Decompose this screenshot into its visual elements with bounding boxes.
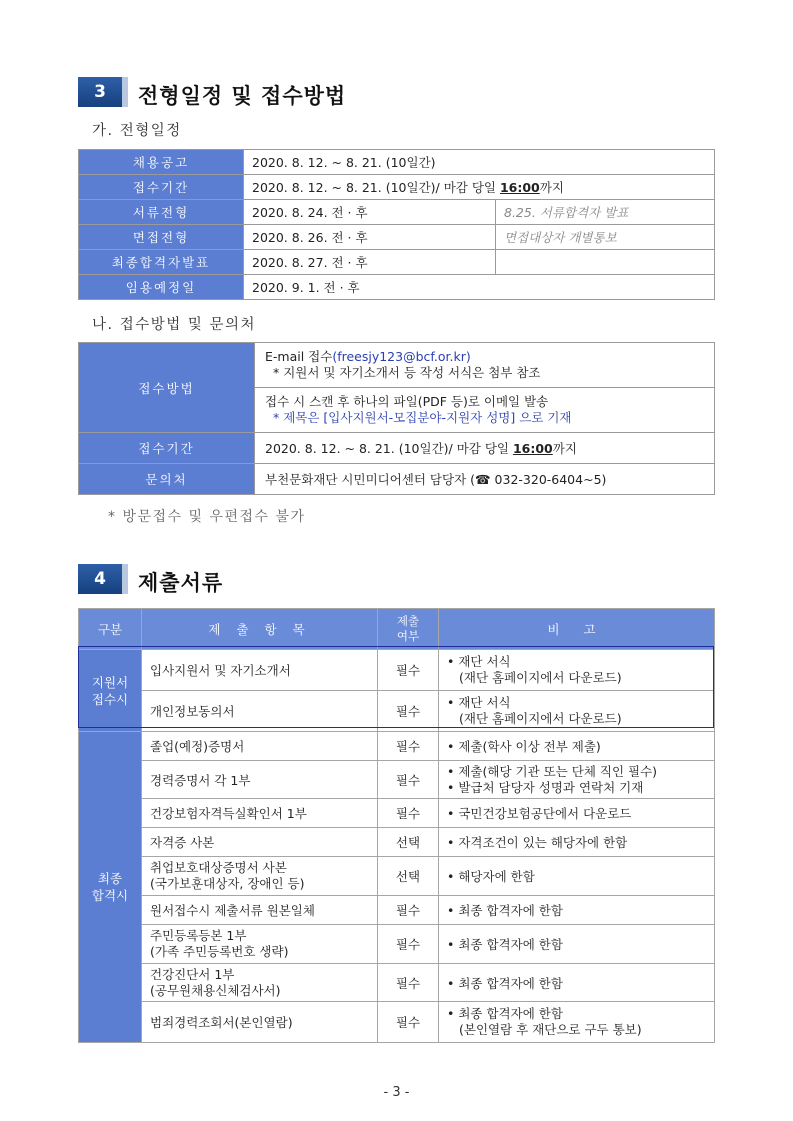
method-email-address: (freesjy123@bcf.or.kr) [332,349,471,364]
period-value [255,433,715,464]
documents-row [79,857,715,896]
doc-item-line1: 취업보호대상증명서 사본 [150,860,287,875]
documents-row [79,691,715,732]
doc-required: 필수 [378,964,439,1002]
doc-note: • 국민건강보험공단에서 다운로드 [439,799,715,828]
doc-item-line2: (가족 주민등록번호 생략) [150,944,289,959]
doc-required: 필수 [378,1002,439,1043]
section-3-number: 3 [78,77,122,107]
documents-row [79,650,715,691]
method-label: 접수방법 [79,343,255,433]
doc-required: 필수 [378,896,439,925]
doc-note: • 최종 합격자에 한함 [439,964,715,1002]
schedule-label: 임용예정일 [79,275,244,300]
doc-note-line1: • 제출(해당 기관 또는 단체 직인 필수) [447,763,658,779]
documents-header-row [79,609,715,650]
doc-required: 필수 [378,650,439,691]
method-row [79,464,715,495]
method-template-note: * 지원서 및 자기소개서 등 작성 서식은 첨부 참조 [273,365,541,380]
documents-row [79,799,715,828]
doc-note-line2: (재단 홈페이지에서 다운로드) [459,670,622,685]
doc-note [439,691,715,732]
period-suffix: 까지 [552,441,577,456]
schedule-value: 2020. 8. 26. 전 · 후 [244,225,496,250]
doc-note-line2: (재단 홈페이지에서 다운로드) [459,711,622,726]
doc-note: • 제출(학사 이상 전부 제출) [439,732,715,761]
section-4-number: 4 [78,564,122,594]
doc-required: 필수 [378,799,439,828]
doc-item [142,857,378,896]
schedule-label: 서류전형 [79,200,244,225]
doc-required: 필수 [378,732,439,761]
schedule-note: 8.25. 서류합격자 발표 [496,200,715,225]
header-remarks: 비 고 [439,609,715,650]
doc-required: 선택 [378,857,439,896]
doc-required: 필수 [378,925,439,964]
schedule-value: 2020. 9. 1. 전 · 후 [244,275,715,300]
doc-item-line2: (공무원채용신체검사서) [150,982,281,998]
doc-note-line1: • 재단 서식 [447,654,511,669]
schedule-note: 면접대상자 개별통보 [496,225,715,250]
period-label: 접수기간 [79,433,255,464]
contact-label: 문의처 [79,464,255,495]
method-row [79,343,715,388]
schedule-row [79,250,715,275]
deadline-time: 16:00 [499,180,540,195]
doc-item [142,925,378,964]
schedule-row [79,225,715,250]
doc-note: • 최종 합격자에 한함 [439,896,715,925]
documents-table [78,608,715,1043]
doc-required: 필수 [378,761,439,799]
schedule-label: 최종합격자발표 [79,250,244,275]
subheading-schedule: 가. 전형일정 [92,123,182,139]
doc-note: • 해당자에 한함 [439,857,715,896]
schedule-row [79,275,715,300]
doc-required: 선택 [378,828,439,857]
doc-note-line1: • 최종 합격자에 한함 [447,1006,563,1021]
doc-note [439,650,715,691]
documents-row [79,828,715,857]
doc-item: 경력증명서 각 1부 [142,761,378,799]
schedule-label: 접수기간 [79,175,244,200]
documents-row [79,761,715,799]
schedule-row [79,175,715,200]
documents-row [79,732,715,761]
schedule-value: 2020. 8. 24. 전 · 후 [244,200,496,225]
doc-item: 졸업(예정)증명서 [142,732,378,761]
doc-note-line2: • 발급처 담당자 성명과 연락처 기재 [447,779,644,795]
schedule-value-text: 2020. 8. 12. ~ 8. 21. (10일간)/ 마감 당일 [252,180,500,195]
doc-item-line2: (국가보훈대상자, 장애인 등) [150,876,305,891]
section-4-title: 제출서류 [138,571,224,595]
subheading-method: 나. 접수방법 및 문의처 [92,317,256,333]
doc-item-line1: 건강진단서 1부 [150,966,235,982]
group-final-line1: 최종 [97,871,123,886]
group-application-line1: 지원서 [91,674,129,690]
method-subject-rule: * 제목은 [입사지원서-모집분야-지원자 성명] 으로 기재 [273,410,572,425]
doc-note: • 최종 합격자에 한함 [439,925,715,964]
header-category: 구분 [79,609,142,650]
method-email-cell [255,343,715,388]
doc-item: 입사지원서 및 자기소개서 [142,650,378,691]
header-required-line2: 여부 [396,629,420,643]
period-text: 2020. 8. 12. ~ 8. 21. (10일간)/ 마감 당일 [265,441,513,456]
documents-row [79,964,715,1002]
documents-row [79,925,715,964]
doc-item-line1: 주민등록등본 1부 [150,928,247,943]
documents-row [79,896,715,925]
doc-item: 자격증 사본 [142,828,378,857]
doc-note-line2: (본인열람 후 재단으로 구두 통보) [459,1022,642,1037]
group-final [79,732,142,1043]
doc-item: 원서접수시 제출서류 원본일체 [142,896,378,925]
contact-value: 부천문화재단 시민미디어센터 담당자 (☎ 032-320-6404~5) [255,464,715,495]
method-email-label: E-mail 접수 [265,349,333,364]
group-application-line2: 접수시 [91,691,129,707]
section-3-title: 전형일정 및 접수방법 [138,84,347,108]
schedule-label: 면접전형 [79,225,244,250]
method-table [78,342,715,495]
method-footnote: * 방문접수 및 우편접수 불가 [108,509,306,525]
schedule-row [79,150,715,175]
method-file-cell [255,388,715,433]
doc-note [439,761,715,799]
schedule-value: 2020. 8. 12. ~ 8. 21. (10일간) [244,150,715,175]
doc-item [142,964,378,1002]
section-4-accent-bar [122,564,128,594]
schedule-label: 채용공고 [79,150,244,175]
doc-item: 개인정보동의서 [142,691,378,732]
group-final-line2: 합격시 [91,888,129,903]
header-item: 제 출 항 목 [142,609,378,650]
method-row [79,433,715,464]
doc-note [439,1002,715,1043]
schedule-note [496,250,715,275]
doc-item: 범죄경력조회서(본인열람) [142,1002,378,1043]
schedule-value-suffix: 까지 [539,180,564,195]
schedule-value [244,175,715,200]
schedule-table [78,149,715,300]
doc-required: 필수 [378,691,439,732]
doc-note-line1: • 재단 서식 [447,695,511,710]
period-deadline-time: 16:00 [512,441,553,456]
method-file-instruction: 접수 시 스캔 후 하나의 파일(PDF 등)로 이메일 발송 [265,394,549,409]
doc-item: 건강보험자격득실확인서 1부 [142,799,378,828]
page-number: - 3 - [383,1085,410,1100]
header-required-line1: 제출 [396,614,420,628]
doc-note: • 자격조건이 있는 해당자에 한함 [439,828,715,857]
schedule-value: 2020. 8. 27. 전 · 후 [244,250,496,275]
group-application [79,650,142,732]
section-3-accent-bar [122,77,128,107]
documents-row [79,1002,715,1043]
header-required [378,609,439,650]
schedule-row [79,200,715,225]
